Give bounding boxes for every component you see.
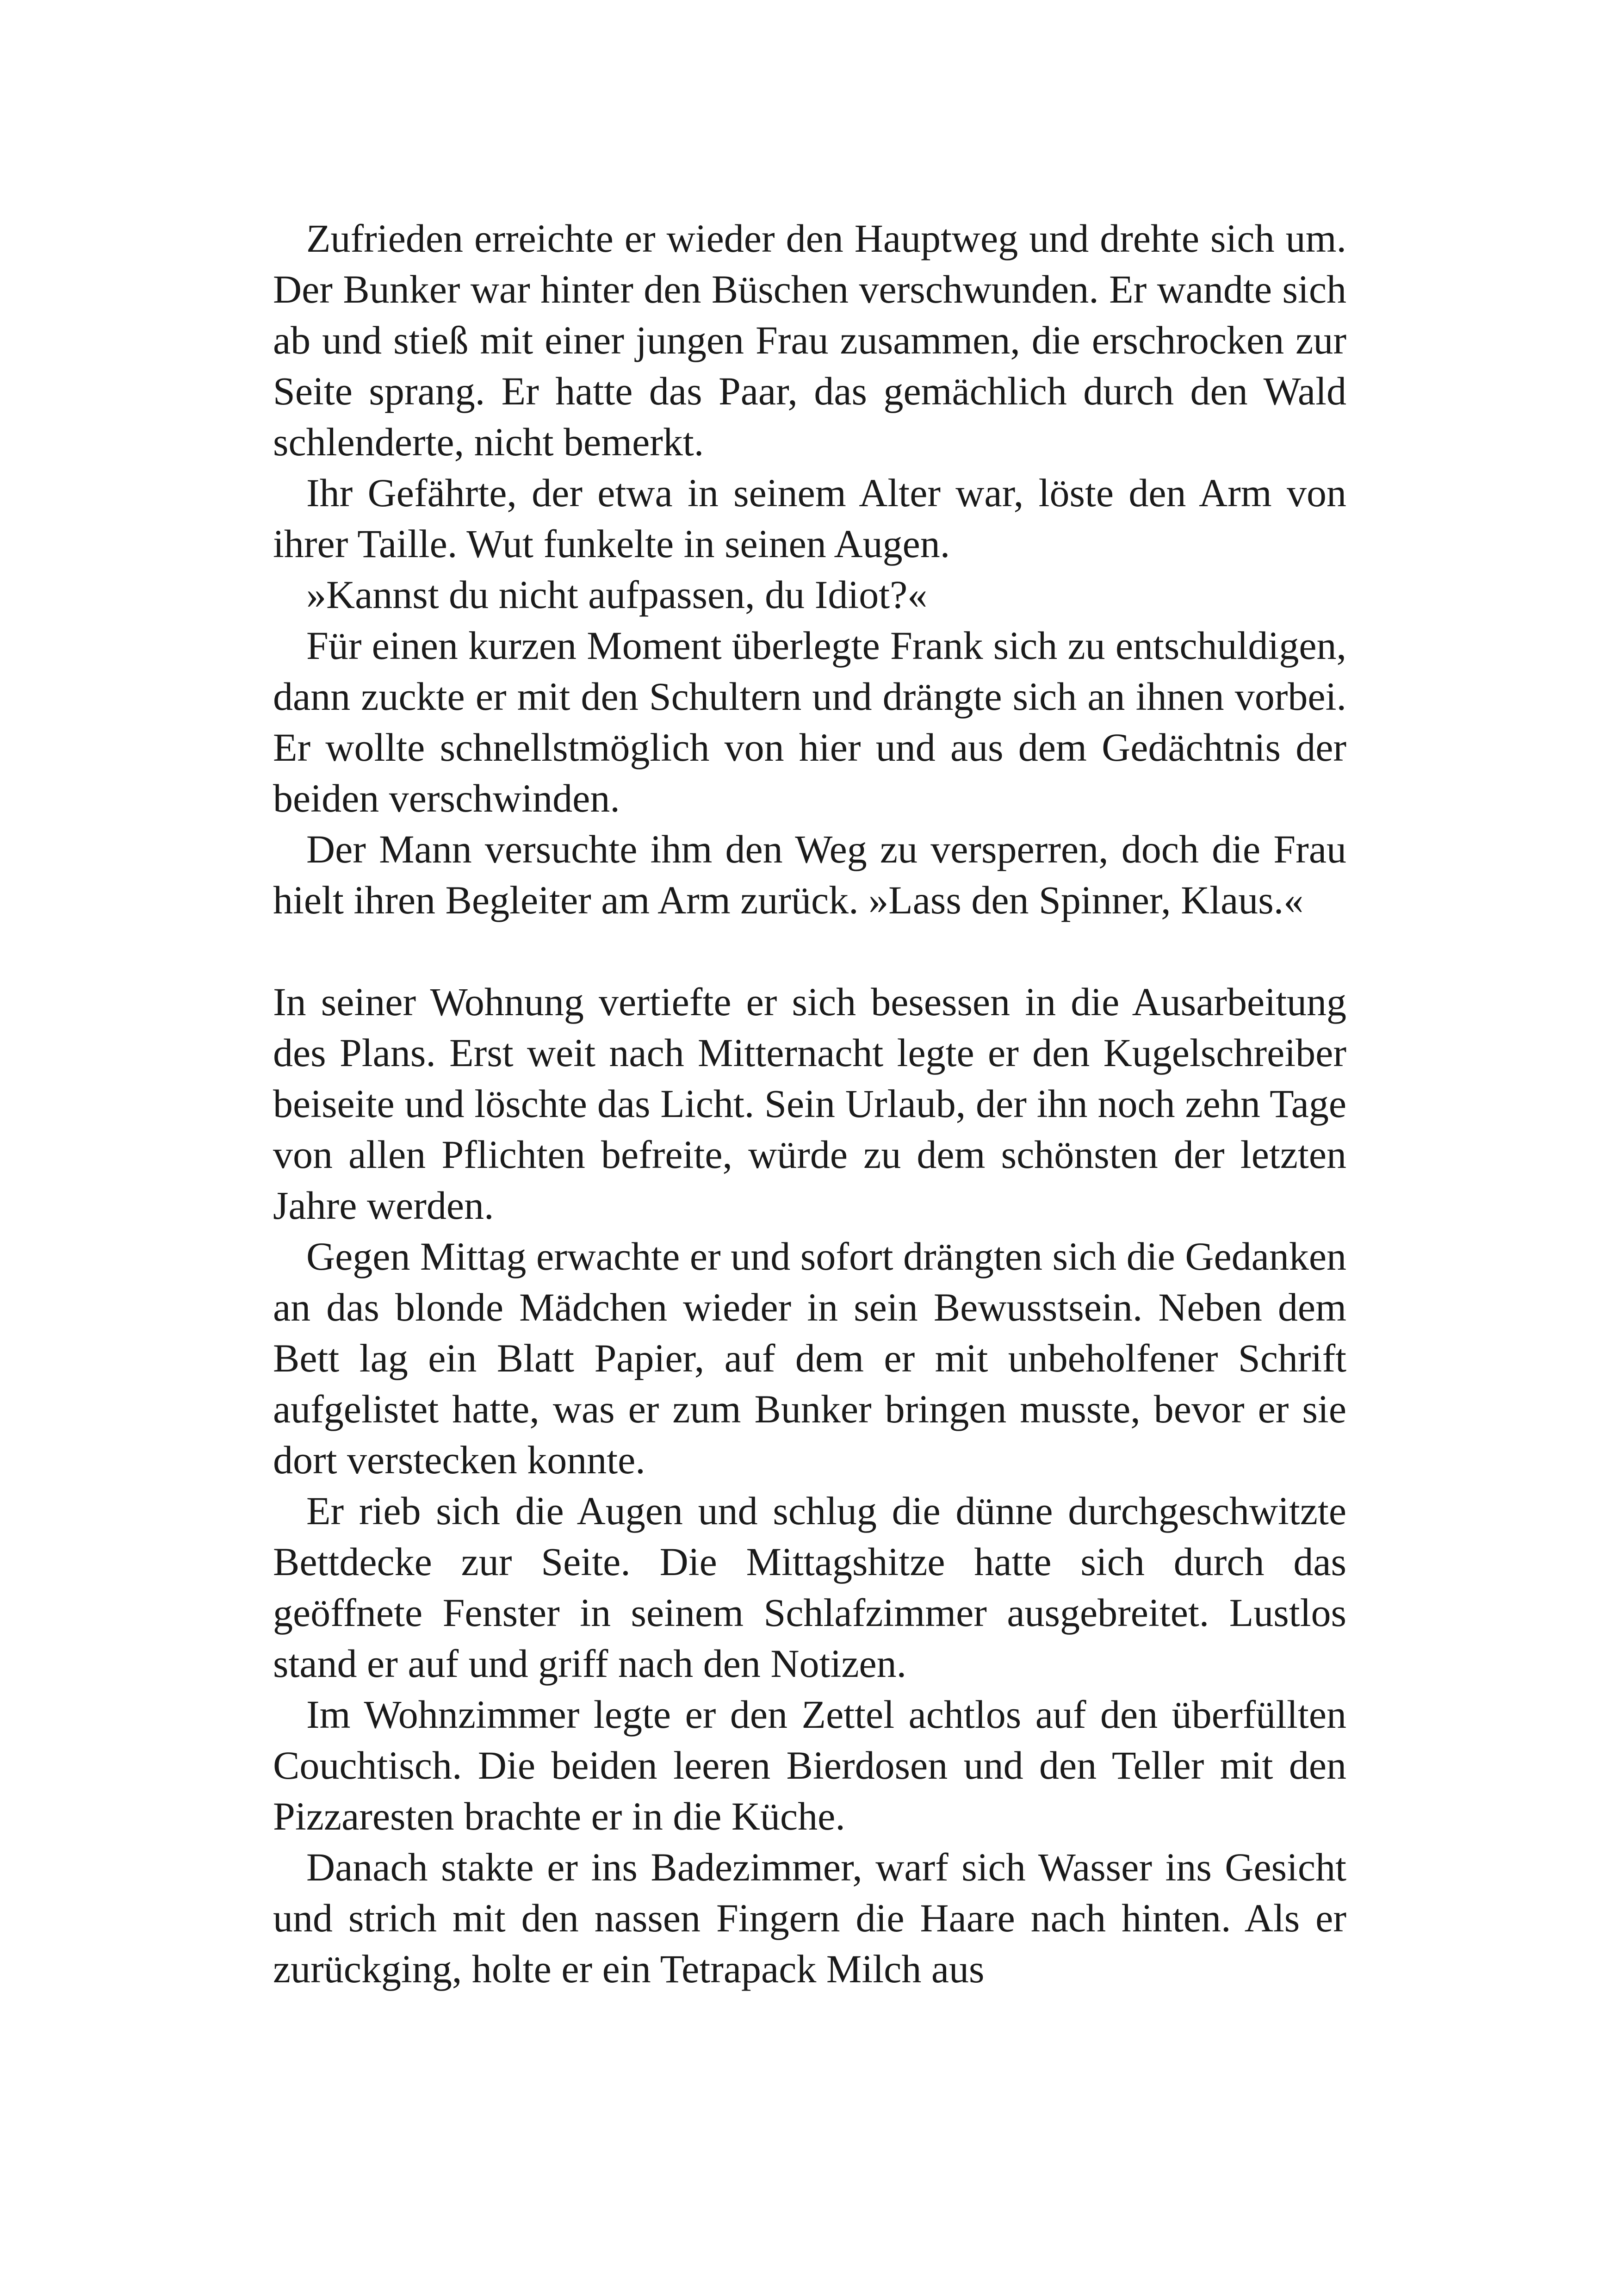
section-1	[273, 213, 1346, 925]
section-2	[273, 976, 1346, 1994]
paragraph: Er rieb sich die Augen und schlug die dünne durchgeschwitzte Bettdecke zur Seite. Die Mittagshitze hatte sich durch das geöffnete Fenster in seinem Schlafzimmer ausgebreitet. Lustlos stand er auf und griff nach den Notizen.	[273, 1489, 1346, 1686]
book-page	[273, 213, 1346, 1994]
paragraph: In seiner Wohnung vertiefte er sich besessen in die Ausarbeitung des Plans. Erst weit nach Mitternacht legte er den Kugelschreiber beiseite und löschte das Licht. Sein Urlaub, der ihn noch zehn Tage von allen Pflichten befreite, würde zu dem schönsten der letzten Jahre werden.	[273, 980, 1346, 1228]
paragraph: Der Mann versuchte ihm den Weg zu versperren, doch die Frau hielt ihren Begleiter am Arm zurück. »Lass den Spinner, Klaus.«	[273, 827, 1346, 922]
paragraph: Gegen Mittag erwachte er und sofort drängten sich die Gedanken an das blonde Mädchen wieder in sein Bewusstsein. Neben dem Bett lag ein Blatt Papier, auf dem er mit unbeholfener Schrift aufgelistet hatte, was er zum Bunker bringen musste, bevor er sie dort verstecken konnte.	[273, 1234, 1346, 1482]
paragraph: »Kannst du nicht aufpassen, du Idiot?«	[306, 572, 928, 617]
paragraph: Im Wohnzimmer legte er den Zettel achtlos auf den überfüllten Couchtisch. Die beiden leeren Bierdosen und den Teller mit den Pizzaresten brachte er in die Küche.	[273, 1692, 1346, 1838]
paragraph: Danach stakte er ins Badezimmer, warf sich Wasser ins Gesicht und strich mit den nassen Fingern die Haare nach hinten. Als er zurückging, holte er ein Tetrapack Milch aus	[273, 1845, 1346, 1991]
paragraph: Zufrieden erreichte er wieder den Hauptweg und drehte sich um. Der Bunker war hinter den Büschen verschwunden. Er wandte sich ab und stieß mit einer jungen Frau zusammen, die erschrocken zur Seite sprang. Er hatte das Paar, das gemächlich durch den Wald schlenderte, nicht bemerkt.	[273, 216, 1346, 464]
paragraph: Für einen kurzen Moment überlegte Frank sich zu entschuldigen, dann zuckte er mit den Schultern und drängte sich an ihnen vorbei. Er wollte schnellstmöglich von hier und aus dem Gedächtnis der beiden verschwinden.	[273, 623, 1346, 820]
paragraph: Ihr Gefährte, der etwa in seinem Alter war, löste den Arm von ihrer Taille. Wut funkelte in seinen Augen.	[273, 471, 1346, 566]
section-break	[273, 925, 1346, 976]
